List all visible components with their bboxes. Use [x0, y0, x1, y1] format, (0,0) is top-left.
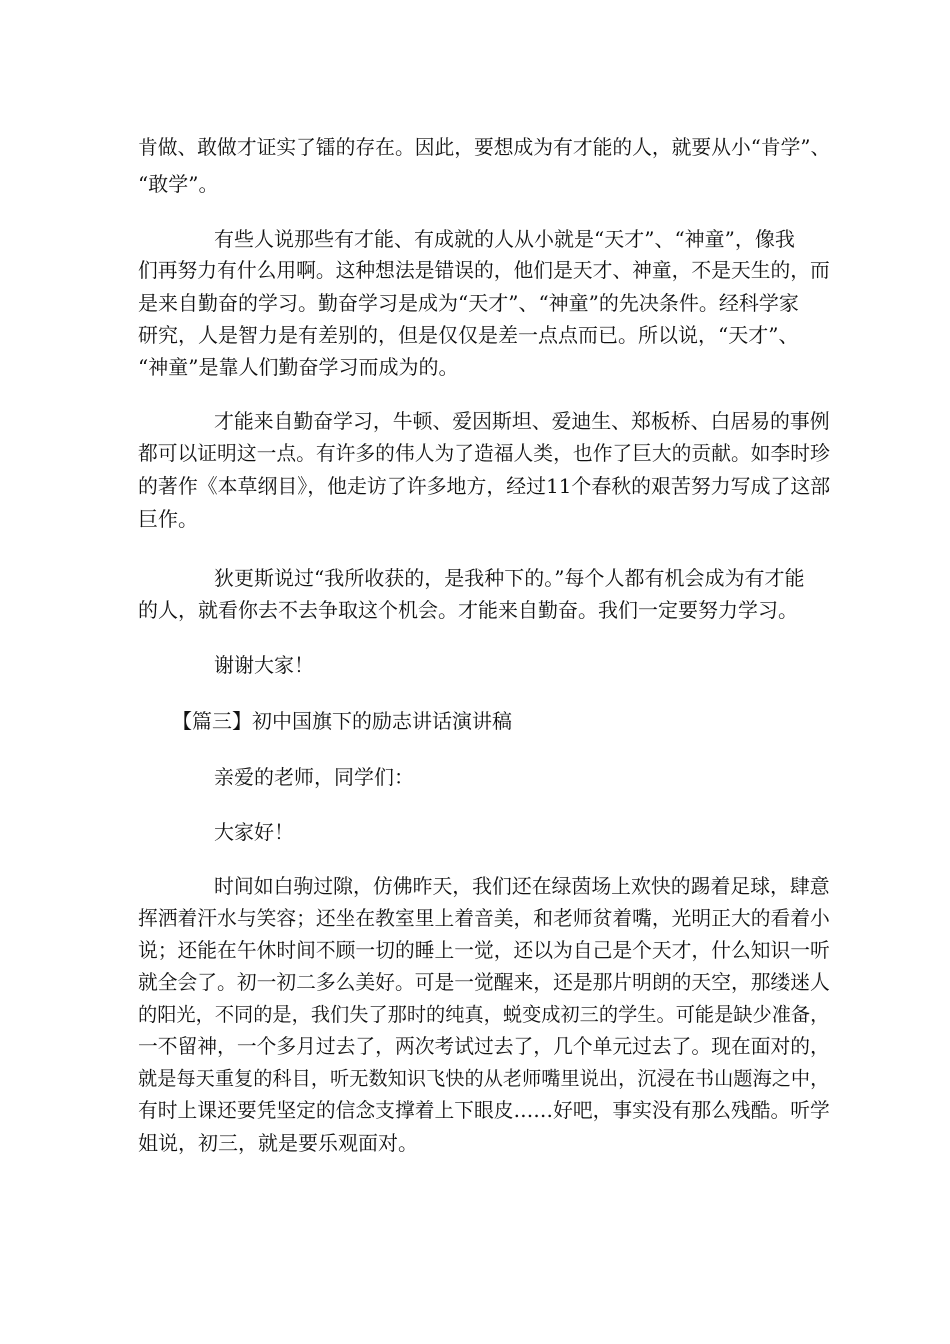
paragraph-5-line-8: 有时上课还要凭坚定的信念支撑着上下眼皮……好吧，事实没有那么残酷。听学 [138, 1099, 830, 1122]
paragraph-5-line-4: 就全会了。初一初二多么美好。可是一觉醒来，还是那片明朗的天空，那缕迷人 [138, 971, 830, 994]
paragraph-2-line-1: 有些人说那些有才能、有成就的人从小就是“天才”、“神童”，像我 [214, 227, 795, 251]
paragraph-5-line-5: 的阳光，不同的是，我们失了那时的纯真，蜕变成初三的学生。可能是缺少准备， [138, 1003, 830, 1026]
greeting: 大家好！ [214, 820, 294, 844]
paragraph-3-line-1: 才能来自勤奋学习，牛顿、爱因斯坦、爱迪生、郑板桥、白居易的事例 [214, 410, 830, 433]
section-heading: 【篇三】初中国旗下的励志讲话演讲稿 [172, 709, 512, 733]
paragraph-1-line-2: “敢学”。 [138, 172, 219, 196]
salutation: 亲爱的老师，同学们： [214, 765, 414, 789]
paragraph-5-line-6: 一不留神，一个多月过去了，两次考试过去了，几个单元过去了。现在面对的， [138, 1035, 830, 1058]
paragraph-5-line-2: 挥洒着汗水与笑容；还坐在教室里上着音美，和老师贫着嘴，光明正大的看着小 [138, 907, 830, 930]
paragraph-3-line-3: 的著作《本草纲目》，他走访了许多地方，经过11个春秋的艰苦努力写成了这部 [138, 475, 831, 498]
paragraph-1-line-1: 肯做、敢做才证实了镭的存在。因此，要想成为有才能的人，就要从小“肯学”、 [138, 136, 831, 159]
paragraph-4-line-2: 的人，就看你去不去争取这个机会。才能来自勤奋。我们一定要努力学习。 [138, 598, 798, 622]
paragraph-5-line-1: 时间如白驹过隙，仿佛昨天，我们还在绿茵场上欢快的踢着足球，肆意 [214, 875, 830, 898]
paragraph-3-line-4: 巨作。 [138, 507, 198, 531]
paragraph-5-line-9: 姐说，初三，就是要乐观面对。 [138, 1131, 418, 1155]
paragraph-2-line-2: 们再努力有什么用啊。这种想法是错误的，他们是天才、神童，不是天生的，而 [138, 259, 830, 282]
paragraph-2-line-4: 研究，人是智力是有差别的，但是仅仅是差一点点而已。所以说，“天才”、 [138, 323, 799, 347]
paragraph-2-line-3: 是来自勤奋的学习。勤奋学习是成为“天才”、“神童”的先决条件。经科学家 [138, 291, 799, 315]
paragraph-5-line-3: 说；还能在午休时间不顾一切的睡上一觉，还以为自己是个天才，什么知识一听 [138, 939, 830, 962]
closing-thanks: 谢谢大家！ [214, 653, 314, 677]
paragraph-3-line-2: 都可以证明这一点。有许多的伟人为了造福人类，也作了巨大的贡献。如李时珍 [138, 442, 830, 465]
paragraph-4-line-1: 狄更斯说过“我所收获的，是我种下的。”每个人都有机会成为有才能 [214, 566, 805, 590]
paragraph-5-line-7: 就是每天重复的科目，听无数知识飞快的从老师嘴里说出，沉浸在书山题海之中， [138, 1067, 830, 1090]
paragraph-2-line-5: “神童”是靠人们勤奋学习而成为的。 [138, 355, 459, 379]
